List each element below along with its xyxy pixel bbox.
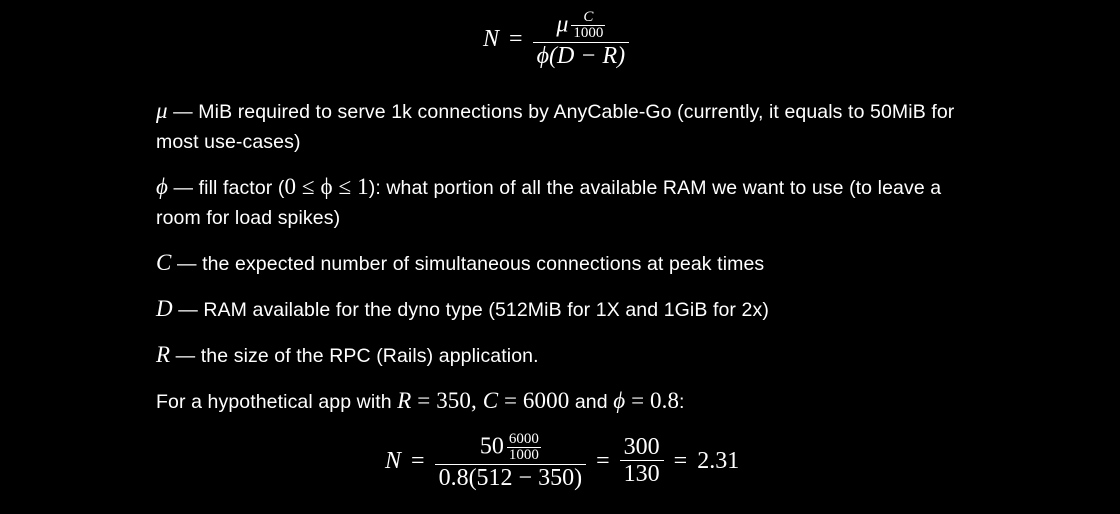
example-formula-small-num: 6000: [508, 431, 539, 447]
symbol-phi: ϕ: [156, 174, 169, 199]
definition-phi-range: 0 ≤ ϕ ≤ 1: [284, 174, 369, 199]
example-formula-base: 50: [479, 433, 504, 460]
example-r-symbol: R: [397, 388, 412, 413]
symbol-mu: μ: [156, 98, 168, 123]
formula-denominator: ϕ(D − R): [533, 42, 630, 69]
example-formula-numerator-2: 300: [623, 434, 660, 461]
example-formula-numerator-1: [476, 432, 545, 464]
formula-lhs: N: [483, 26, 500, 53]
definition-phi-text-post: ): what portion of all the available RAM we want to use (to leave a room for load spikes): [156, 177, 942, 229]
definition-c-text: — the expected number of simultaneous connections at peak times: [171, 253, 765, 275]
example-formula-lhs: N: [385, 448, 402, 475]
definition-phi-text-pre: — fill factor (: [168, 177, 285, 199]
example-phi-value: = 0.8: [625, 388, 680, 413]
example-c-value: = 6000: [498, 388, 570, 413]
example-formula-equals: =: [411, 448, 425, 475]
formula-example: [385, 432, 739, 491]
example-formula-equals-2: =: [596, 448, 610, 475]
example-r-value: = 350,: [411, 388, 483, 413]
symbol-r: R: [156, 342, 171, 367]
definition-d-text: — RAM available for the dyno type (512MiB for 1X and 1GiB for 2x): [172, 299, 769, 321]
example-formula-small-fraction: [507, 432, 541, 464]
definition-r-text: — the size of the RPC (Rails) application.: [170, 345, 539, 367]
example-formula-result: 2.31: [697, 448, 740, 475]
formula-numerator: [552, 10, 609, 42]
formula-mu: μ: [556, 11, 569, 38]
example-sentence: [156, 386, 976, 417]
formula-capacity: [483, 10, 629, 69]
example-formula-small-den: 1000: [508, 447, 539, 463]
formula-small-den: 1000: [573, 25, 604, 41]
example-formula-denominator-1: 0.8(512 − 350): [435, 464, 587, 491]
example-prefix: For a hypothetical app with: [156, 391, 398, 413]
formula-small-fraction: [571, 10, 605, 42]
example-and: and: [569, 391, 614, 413]
symbol-d: D: [156, 296, 173, 321]
formula-fraction: [533, 10, 630, 69]
example-formula-fraction-2: [620, 435, 664, 488]
definition-mu-text: — MiB required to serve 1k connections by AnyCable-Go (currently, it equals to 50MiB for most use-cases): [156, 101, 955, 153]
example-formula-equals-3: =: [673, 448, 688, 475]
example-c-symbol: C: [482, 388, 499, 413]
definition-c: [156, 248, 976, 279]
formula-small-num: C: [583, 9, 594, 25]
example-suffix: :: [679, 391, 685, 413]
definition-d: [156, 294, 976, 325]
definition-mu: [156, 96, 976, 157]
formula-equals: =: [509, 26, 523, 53]
example-formula-denominator-2: 130: [620, 460, 664, 487]
definition-r: [156, 340, 976, 371]
definition-phi: [156, 172, 976, 233]
example-phi-symbol: ϕ: [613, 388, 626, 413]
example-formula-fraction-1: [435, 432, 587, 491]
symbol-c: C: [156, 250, 172, 275]
